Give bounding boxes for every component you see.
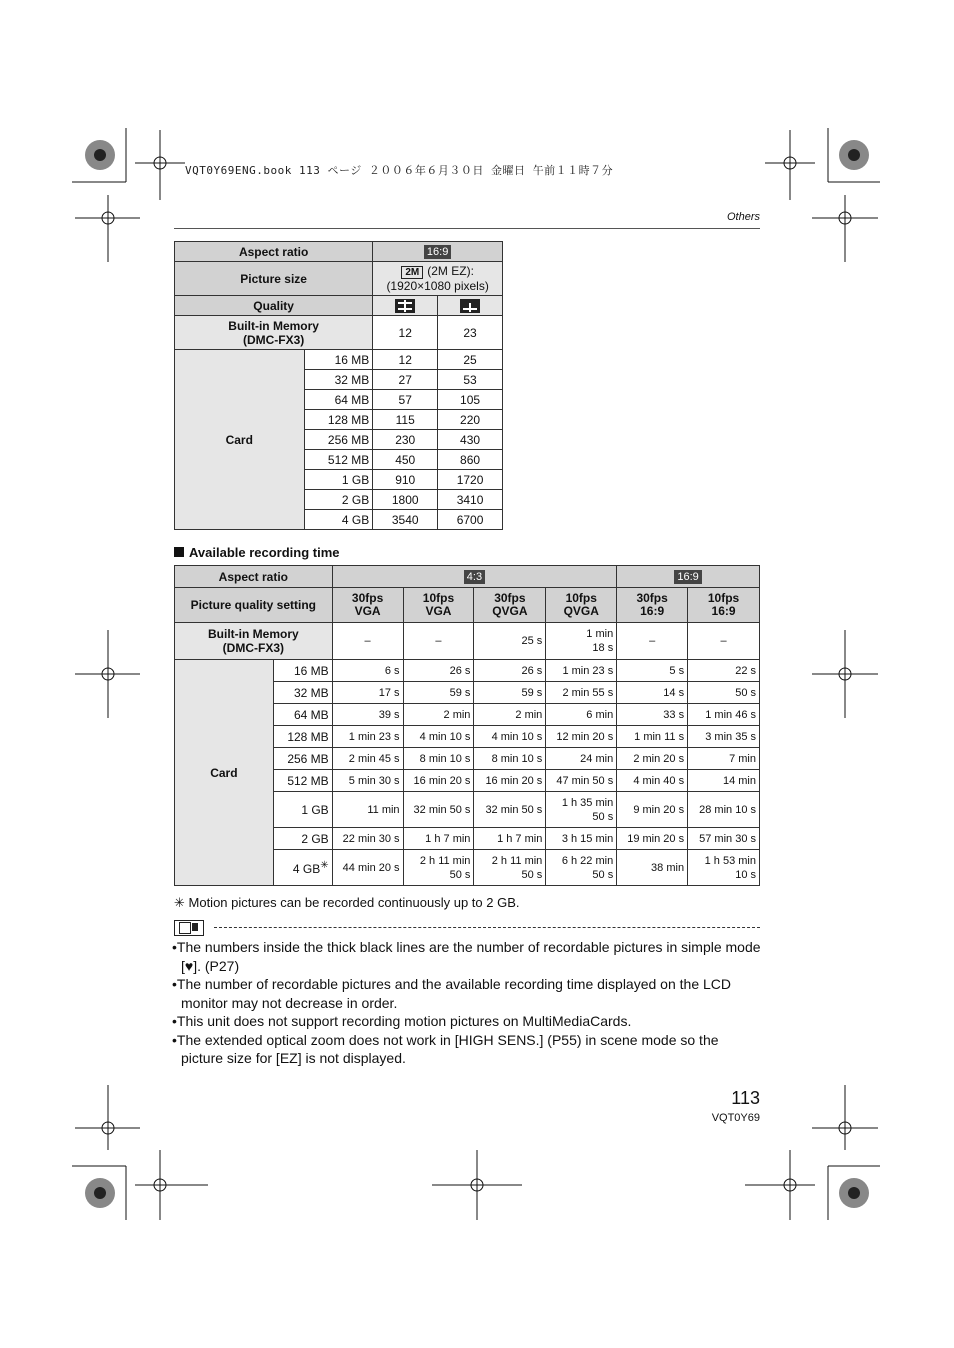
card-size: [273, 770, 332, 792]
card-size-label: 256 MB: [287, 751, 329, 766]
card-size: [273, 828, 332, 850]
card-label: Card: [175, 350, 305, 530]
card-size: 256 MB: [304, 430, 373, 450]
recording-time: [474, 704, 546, 726]
card-size-label: 64 MB: [293, 707, 329, 722]
col-size: QVGA: [492, 604, 528, 618]
recording-time: [403, 770, 474, 792]
quality-col-header: [332, 588, 403, 623]
pictures-fine: 57: [373, 390, 438, 410]
time-line1: 1 h 53 min: [704, 854, 756, 867]
table-row: [175, 350, 503, 370]
card-label: Card: [175, 660, 274, 886]
col-size: VGA: [354, 604, 381, 618]
card-size: 2 GB: [304, 490, 373, 510]
quality-fine: [373, 296, 438, 316]
recordable-pictures-table: [174, 241, 503, 530]
recording-time: [332, 623, 403, 660]
aspect-ratio-value: [373, 242, 503, 262]
time-line1: 19 min 20 s: [627, 832, 685, 845]
time-line1: 32 min 50 s: [485, 803, 543, 816]
time-line1: 4 min 10 s: [491, 730, 543, 743]
time-line1: 59 s: [449, 686, 471, 699]
registration-target-top-right: [839, 140, 869, 170]
card-size-label: 128 MB: [287, 729, 329, 744]
time-line1: 8 min 10 s: [491, 752, 543, 765]
recording-time: [688, 660, 760, 682]
recording-time: [617, 726, 688, 748]
standard-quality-icon: [460, 299, 480, 313]
pictures-standard: 25: [438, 350, 503, 370]
builtin-memory-label: Built-in Memory (DMC-FX3): [175, 623, 333, 660]
time-line2: 50 s: [449, 868, 471, 881]
note-text: This unit does not support recording motion pictures on MultiMediaCards.: [176, 1013, 632, 1029]
bullet-icon: •: [172, 1031, 177, 1048]
time-line1: 6 h 22 min: [561, 854, 614, 867]
bullet-icon: •: [172, 976, 177, 992]
card-size: [273, 850, 332, 886]
table-row: [175, 660, 760, 682]
recording-time: [617, 748, 688, 770]
builtin-value-standard: 23: [438, 316, 503, 350]
picture-size-text1: (2M EZ):: [427, 264, 474, 278]
time-line1: 1 min 23 s: [348, 730, 400, 743]
picture-size-text2: (1920×1080 pixels): [386, 279, 489, 293]
time-line1: 25 s: [521, 635, 543, 647]
time-line1: 50 s: [735, 686, 756, 699]
quality-col-header: [546, 588, 617, 623]
card-size-label: 1 GB: [301, 802, 329, 817]
quality-col-header: [617, 588, 688, 623]
recording-time: [546, 850, 617, 886]
registration-target-bottom-left: [85, 1178, 115, 1208]
footnote: ✳ Motion pictures can be recorded continuously up to 2 GB.: [174, 895, 520, 910]
card-size: 32 MB: [304, 370, 373, 390]
recording-time: [403, 660, 474, 682]
card-size: 4 GB: [304, 510, 373, 530]
note-text: The numbers inside the thick black lines are the number of recordable pictures in simple mode [♥]. (P27): [176, 939, 761, 974]
time-line1: 12 min 20 s: [556, 730, 614, 743]
time-line1: 11 min: [367, 803, 400, 816]
recording-time: [688, 850, 760, 886]
card-size-label: 16 MB: [293, 663, 329, 678]
time-line1: 17 s: [378, 686, 400, 699]
recording-time: [617, 682, 688, 704]
picture-quality-label: Picture quality setting: [175, 588, 333, 623]
pictures-standard: 105: [438, 390, 503, 410]
card-size-label: 512 MB: [287, 773, 329, 788]
recording-time: [617, 704, 688, 726]
recording-time: [474, 770, 546, 792]
recording-time: [332, 660, 403, 682]
card-size: [273, 748, 332, 770]
aspect-16-9-icon: 16:9: [674, 570, 701, 584]
aspect-ratio-label: Aspect ratio: [175, 566, 333, 588]
time-line1: –: [649, 635, 656, 647]
time-line1: 57 min 30 s: [699, 832, 756, 845]
card-size: 128 MB: [304, 410, 373, 430]
page-code: VQT0Y69: [711, 1112, 760, 1124]
card-size: [273, 792, 332, 828]
col-size: VGA: [425, 604, 452, 618]
col-fps: 30fps: [494, 591, 526, 605]
col-fps: 10fps: [565, 591, 597, 605]
pictures-standard: 53: [438, 370, 503, 390]
time-line1: 44 min 20 s: [342, 861, 400, 874]
time-line1: 1 min 23 s: [562, 664, 614, 677]
card-size: 1 GB: [304, 470, 373, 490]
page-number: 113: [731, 1088, 760, 1108]
recording-time: [332, 792, 403, 828]
recording-time: [332, 828, 403, 850]
dashed-divider: [214, 927, 760, 928]
pictures-standard: 430: [438, 430, 503, 450]
quality-standard: [438, 296, 503, 316]
time-line1: 2 h 11 min: [419, 854, 471, 867]
square-bullet-icon: [174, 547, 184, 557]
recording-time: [403, 850, 474, 886]
time-line1: 1 h 7 min: [497, 832, 543, 845]
time-line1: 3 h 15 min: [561, 832, 614, 845]
header-divider: [174, 228, 760, 229]
time-line2: 50 s: [592, 868, 614, 881]
time-line1: 2 min 55 s: [562, 686, 614, 699]
aspect-4-3-header: [332, 566, 617, 588]
time-line1: –: [364, 635, 371, 647]
col-size: 16:9: [711, 604, 736, 618]
time-line2: 50 s: [592, 810, 614, 823]
time-line1: 1 h 7 min: [425, 832, 471, 845]
pictures-fine: 1800: [373, 490, 438, 510]
time-line1: 1 min: [586, 628, 614, 640]
pictures-fine: 3540: [373, 510, 438, 530]
time-line1: 22 s: [735, 664, 756, 677]
recording-time: [474, 682, 546, 704]
aspect-16-9-header: [617, 566, 760, 588]
time-line1: 2 min: [443, 708, 471, 721]
recording-time: [688, 828, 760, 850]
registration-target-top-left: [85, 140, 115, 170]
time-line1: 1 min 46 s: [705, 708, 756, 721]
recording-time: [403, 726, 474, 748]
col-fps: 10fps: [422, 591, 455, 605]
time-line1: 26 s: [521, 664, 543, 677]
time-line1: 6 s: [384, 664, 400, 677]
recording-time: [332, 770, 403, 792]
recording-time: [332, 748, 403, 770]
pictures-fine: 910: [373, 470, 438, 490]
recording-time: [474, 850, 546, 886]
recording-time: [474, 660, 546, 682]
recording-time: [546, 704, 617, 726]
time-line1: 7 min: [729, 752, 756, 765]
quality-col-header: [474, 588, 546, 623]
time-line1: 4 min 40 s: [633, 774, 685, 787]
card-size-label: 2 GB: [301, 831, 329, 846]
recording-time: [617, 660, 688, 682]
recording-time: [546, 623, 617, 660]
section-name: Others: [726, 211, 760, 223]
fine-quality-icon: [395, 299, 415, 313]
recording-time: [617, 792, 688, 828]
picture-size-label: Picture size: [175, 262, 373, 296]
recording-time: [688, 748, 760, 770]
time-line1: 24 min: [580, 752, 614, 765]
col-fps: 30fps: [351, 591, 384, 605]
picture-size-value: [373, 262, 503, 296]
time-line1: 2 h 11 min: [491, 854, 543, 867]
time-line1: 26 s: [449, 664, 471, 677]
notes-list: [172, 938, 762, 1068]
card-size-label: 32 MB: [293, 685, 329, 700]
time-line1: 5 s: [669, 664, 685, 677]
note-item: [172, 1012, 762, 1031]
time-line1: 2 min: [515, 708, 543, 721]
note-text: The extended optical zoom does not work in [HIGH SENS.] (P55) in scene mode so the picture size for [EZ] is not displayed.: [176, 1031, 719, 1066]
recording-time: [403, 623, 474, 660]
recording-time: [332, 704, 403, 726]
quality-col-header: [403, 588, 474, 623]
note-item: [172, 1031, 762, 1068]
bullet-icon: •: [172, 939, 177, 955]
recording-time: [474, 623, 546, 660]
recording-time: [617, 623, 688, 660]
recording-time: [688, 682, 760, 704]
time-line1: 16 min 20 s: [413, 774, 471, 787]
recording-time: [474, 792, 546, 828]
time-line1: 32 min 50 s: [413, 803, 471, 816]
col-fps: 10fps: [707, 591, 740, 605]
recording-time: [617, 850, 688, 886]
time-line1: 8 min 10 s: [419, 752, 471, 765]
col-size: QVGA: [563, 604, 599, 618]
time-line1: 6 min: [586, 708, 614, 721]
recording-time: [474, 726, 546, 748]
card-size: 16 MB: [304, 350, 373, 370]
time-line1: 2 min 45 s: [348, 752, 400, 765]
recording-time: [688, 623, 760, 660]
time-line2: 50 s: [521, 868, 543, 881]
builtin-memory-label: Built-in Memory (DMC-FX3): [175, 316, 373, 350]
time-line1: 28 min 10 s: [699, 803, 756, 816]
recording-time: [688, 770, 760, 792]
recording-time: [403, 704, 474, 726]
note-text: The number of recordable pictures and the available recording time displayed on the LCD monitor may not decrease in order.: [176, 976, 731, 1011]
recording-time: [546, 748, 617, 770]
recording-time: [546, 770, 617, 792]
card-size: [273, 704, 332, 726]
time-line1: 1 min 11 s: [634, 730, 685, 743]
recording-time: [546, 682, 617, 704]
quality-label: Quality: [175, 296, 373, 316]
note-item: [172, 938, 762, 975]
time-line1: 14 s: [663, 686, 685, 699]
card-size-label: 4 GB: [292, 861, 321, 876]
card-size: [273, 682, 332, 704]
col-fps: 30fps: [636, 591, 668, 605]
time-line2: 10 s: [735, 868, 756, 881]
card-size: [273, 660, 332, 682]
pictures-fine: 115: [373, 410, 438, 430]
time-line1: –: [720, 635, 727, 647]
time-line1: 59 s: [521, 686, 543, 699]
time-line1: 4 min 10 s: [419, 730, 471, 743]
asterisk-mark: ✳: [320, 859, 329, 871]
time-line1: 16 min 20 s: [485, 774, 543, 787]
col-size: 16:9: [640, 604, 665, 618]
note-icon: [174, 920, 204, 936]
quality-col-header: [688, 588, 760, 623]
pictures-standard: 860: [438, 450, 503, 470]
recording-time: [403, 828, 474, 850]
recording-time: [332, 726, 403, 748]
recording-time: [617, 770, 688, 792]
pictures-fine: 450: [373, 450, 438, 470]
builtin-value-fine: 12: [373, 316, 438, 350]
time-line1: 9 min 20 s: [633, 803, 685, 816]
recording-time: [332, 682, 403, 704]
time-line1: 22 min 30 s: [342, 832, 400, 845]
recording-time: [332, 850, 403, 886]
card-size: [273, 726, 332, 748]
recording-time: [403, 682, 474, 704]
aspect-4-3-icon: 4:3: [464, 570, 485, 584]
bullet-icon: •: [172, 1013, 177, 1029]
print-file-info: VQT0Y69ENG.book 113 ページ ２００６年６月３０日 金曜日 午前１１時７分: [185, 164, 614, 177]
pictures-fine: 230: [373, 430, 438, 450]
pictures-standard: 1720: [438, 470, 503, 490]
recording-time: [546, 792, 617, 828]
pictures-fine: 12: [373, 350, 438, 370]
time-line1: 33 s: [663, 708, 685, 721]
time-line1: 38 min: [651, 861, 685, 874]
pictures-standard: 220: [438, 410, 503, 430]
time-line1: 2 min 20 s: [633, 752, 685, 765]
recording-time: [474, 828, 546, 850]
recording-time: [474, 748, 546, 770]
time-line1: 39 s: [378, 708, 400, 721]
aspect-ratio-label: Aspect ratio: [175, 242, 373, 262]
registration-target-bottom-right: [839, 1178, 869, 1208]
time-line1: 5 min 30 s: [348, 774, 400, 787]
recording-time: [688, 726, 760, 748]
time-line1: –: [435, 635, 442, 647]
card-size: 512 MB: [304, 450, 373, 470]
pictures-standard: 6700: [438, 510, 503, 530]
recording-time: [403, 792, 474, 828]
recording-time: [546, 660, 617, 682]
aspect-16-9-icon: 16:9: [424, 245, 451, 259]
recording-time: [688, 704, 760, 726]
recording-time: [546, 726, 617, 748]
recording-time: [546, 828, 617, 850]
time-line2: 18 s: [592, 642, 614, 654]
section-title: Available recording time: [174, 545, 340, 560]
pictures-fine: 27: [373, 370, 438, 390]
recording-time: [688, 792, 760, 828]
recording-time-table: [174, 565, 760, 886]
time-line1: 1 h 35 min: [561, 796, 614, 809]
note-item: [172, 975, 762, 1012]
recording-time: [403, 748, 474, 770]
card-size: 64 MB: [304, 390, 373, 410]
picture-size-2m-icon: 2M: [401, 266, 423, 279]
pictures-standard: 3410: [438, 490, 503, 510]
recording-time: [617, 828, 688, 850]
time-line1: 47 min 50 s: [556, 774, 614, 787]
time-line1: 3 min 35 s: [705, 730, 756, 743]
time-line1: 14 min: [722, 774, 756, 787]
